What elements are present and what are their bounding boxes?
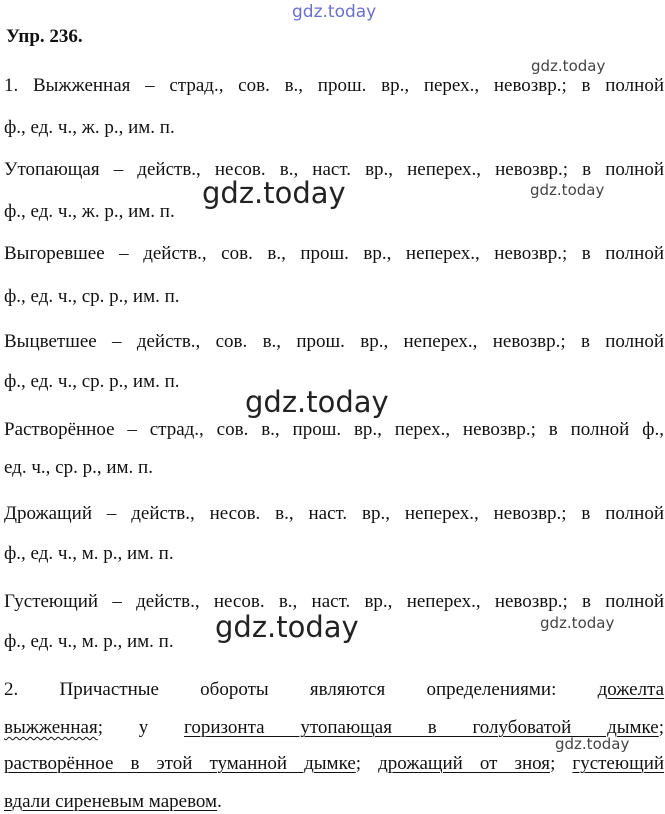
exercise-title: Упр. 236. — [6, 26, 83, 47]
entry-6-line-2: ф., ед. ч., м. р., им. п. — [4, 543, 174, 564]
entry-1-line-1: 1. Выжженная – страд., сов. в., прош. вр., перех., невозвр.; в полной — [4, 75, 664, 96]
watermark: gdz.today — [202, 176, 346, 210]
watermark: gdz.today — [245, 385, 389, 419]
participial-phrase: дожелта — [597, 679, 665, 700]
part2-text: ; у — [97, 717, 149, 738]
participial-phrase: вдали сиреневым маревом — [4, 791, 218, 812]
entry-5-line-1: Растворённое – страд., сов. в., прош. вр., перех., невозвр.; в полной ф., — [4, 419, 664, 440]
part2-line-1 — [4, 678, 664, 702]
part2-text: ; — [658, 717, 665, 738]
watermark: gdz.today — [215, 610, 359, 644]
entry-1-line-2: ф., ед. ч., ж. р., им. п. — [4, 117, 175, 138]
entry-7-line-1: Густеющий – действ., несов. в., наст. вр., неперех., невозвр.; в полной — [4, 591, 664, 612]
part2-line-3 — [4, 752, 664, 776]
part2-text: ; — [550, 753, 573, 774]
participial-phrase: растворённое в этой туманной дымке — [4, 753, 356, 774]
entry-4-line-1: Выцветшее – действ., сов. в., прош. вр., неперех., невозвр.; в полной — [4, 331, 664, 352]
part2-word: определениями: — [426, 679, 557, 700]
entry-3-line-1: Выгоревшее – действ., сов. в., прош. вр., неперех., невозвр.; в полной — [4, 243, 664, 264]
part2-word: Причастные — [59, 679, 159, 700]
watermark: gdz.today — [555, 735, 630, 753]
entry-2-line-1: Утопающая – действ., несов. в., наст. вр., неперех., невозвр.; в полной — [4, 159, 664, 180]
watermark: gdz.today — [531, 57, 606, 75]
participial-phrase: дрожащий от зноя — [378, 753, 551, 774]
watermark: gdz.today — [530, 181, 605, 199]
part2-word: обороты — [200, 679, 269, 700]
entry-7-line-2: ф., ед. ч., м. р., им. п. — [4, 631, 174, 652]
part2-word: являются — [309, 679, 386, 700]
entry-4-line-2: ф., ед. ч., ср. р., им. п. — [4, 371, 180, 392]
part2-text: ; — [355, 753, 379, 774]
entry-2-line-2: ф., ед. ч., ж. р., им. п. — [4, 201, 175, 222]
entry-6-line-1: Дрожащий – действ., несов. в., наст. вр., неперех., невозвр.; в полной — [4, 503, 664, 524]
part2-number: 2. — [4, 679, 19, 700]
participle: выжженная — [4, 717, 98, 738]
participial-phrase: густеющий — [572, 753, 665, 774]
entry-5-line-2: ед. ч., ср. р., им. п. — [4, 457, 153, 478]
part2-line-4 — [4, 790, 664, 814]
watermark: gdz.today — [540, 614, 615, 632]
participial-phrase: горизонта утопающая в голубоватой дымке — [184, 717, 659, 738]
entry-3-line-2: ф., ед. ч., ср. р., им. п. — [4, 286, 180, 307]
watermark: gdz.today — [292, 2, 377, 22]
part2-text: . — [217, 791, 222, 812]
